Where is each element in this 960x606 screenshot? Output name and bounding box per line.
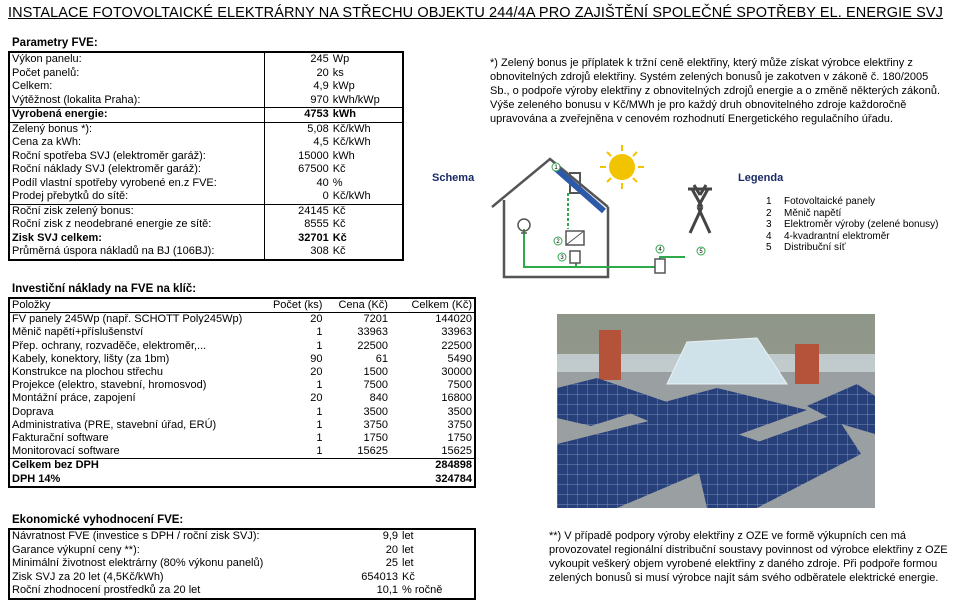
investment-row bbox=[10, 313, 474, 327]
marker-5 bbox=[697, 247, 705, 255]
economics-label: Návratnost FVE (investice s DPH / roční zisk SVJ): bbox=[12, 530, 260, 542]
param-label: Výkon panelu: bbox=[10, 53, 264, 67]
investment-total-value: 284898 bbox=[390, 459, 474, 473]
investment-cell: 1750 bbox=[363, 432, 388, 445]
investment-cell: Monitorovací software bbox=[12, 445, 120, 458]
investment-total-row bbox=[10, 459, 474, 473]
legend-text: Měnič napětí bbox=[784, 207, 842, 219]
investment-cell: 1 bbox=[316, 405, 323, 418]
economics-row bbox=[10, 557, 470, 571]
economics-unit: let bbox=[402, 543, 414, 556]
sun-icon bbox=[600, 145, 644, 189]
param-label: Prodej přebytků do sítě: bbox=[10, 190, 264, 204]
param-unit: kWh bbox=[332, 149, 355, 162]
investment-cell: 7500 bbox=[363, 379, 388, 392]
investment-cell: 3500 bbox=[447, 405, 472, 418]
legend-item bbox=[766, 208, 939, 220]
legend-text: Distribuční síť bbox=[784, 242, 846, 253]
param-label: Podíl vlastní spotřeby vyrobené en.z FVE: bbox=[10, 177, 264, 191]
param-unit: Kč/kWh bbox=[331, 122, 402, 136]
param-label: Cena za kWh: bbox=[10, 136, 264, 150]
investment-cell: Kabely, konektory, lišty (za 1bm) bbox=[12, 352, 170, 365]
investment-row bbox=[10, 340, 474, 353]
investment-cell: 20 bbox=[310, 366, 323, 379]
param-unit: kWh/kWp bbox=[332, 93, 380, 106]
economics-table bbox=[10, 530, 470, 598]
investment-row bbox=[10, 326, 474, 339]
investment-column-header: Cena (Kč) bbox=[324, 299, 390, 313]
params-row bbox=[10, 245, 402, 259]
param-unit: ks bbox=[332, 66, 344, 79]
economics-value: 25 bbox=[385, 557, 398, 569]
legend-number: 2 bbox=[766, 207, 772, 219]
economics-heading: Ekonomické vyhodnocení FVE: bbox=[12, 514, 184, 526]
params-row bbox=[10, 204, 402, 218]
production-meter bbox=[570, 251, 580, 263]
investment-row bbox=[10, 445, 474, 459]
investment-cell: Montážní práce, zapojení bbox=[12, 392, 136, 405]
param-unit: kWh bbox=[331, 108, 402, 123]
schema-label: Schema bbox=[432, 172, 475, 184]
param-label: Roční spotřeba SVJ (elektroměr garáž): bbox=[10, 150, 264, 164]
legend-item bbox=[766, 196, 939, 208]
investment-row bbox=[10, 366, 474, 379]
investment-cell: Doprava bbox=[12, 405, 54, 418]
investment-cell: Administrativa (PRE, stavební úřad, ERÚ) bbox=[12, 418, 217, 431]
param-value: 20 bbox=[316, 66, 329, 79]
legend-list bbox=[766, 196, 939, 254]
investment-row bbox=[10, 406, 474, 419]
page-title: INSTALACE FOTOVOLTAICKÉ ELEKTRÁRNY NA STŘECHU OBJEKTU 244/4A PRO ZAJIŠTĚNÍ SPOLEČNÉ SPOTŘEBY EL. ENERGIE SVJ bbox=[8, 5, 944, 21]
param-label: Výtěžnost (lokalita Praha): bbox=[10, 94, 264, 108]
investment-cell: 1 bbox=[316, 379, 323, 392]
param-label: Průměrná úspora nákladů na BJ (106BJ): bbox=[10, 245, 264, 259]
investment-cell: 1 bbox=[316, 418, 323, 431]
param-label: Vyrobená energie: bbox=[10, 108, 264, 123]
marker-2 bbox=[554, 237, 562, 245]
legend-item bbox=[766, 231, 939, 243]
params-table bbox=[10, 53, 402, 259]
param-label: Zisk SVJ celkem: bbox=[10, 232, 264, 246]
investment-cell: 840 bbox=[369, 392, 388, 405]
param-unit: Kč bbox=[332, 218, 346, 230]
legend-number: 1 bbox=[766, 196, 772, 207]
investment-cell: 30000 bbox=[441, 366, 472, 379]
investment-cell: 33963 bbox=[357, 326, 388, 339]
params-table-box bbox=[8, 51, 404, 261]
param-unit: Kč bbox=[332, 245, 346, 257]
investment-row bbox=[10, 392, 474, 405]
marker-3 bbox=[558, 253, 566, 261]
investment-column-header: Celkem (Kč) bbox=[390, 299, 474, 313]
legend-text: Elektroměr výroby (zelené bonusy) bbox=[784, 219, 939, 230]
investment-cell: 15625 bbox=[441, 445, 472, 458]
investment-cell: 1 bbox=[316, 326, 323, 339]
param-unit: kWp bbox=[332, 80, 355, 92]
svg-text:2: 2 bbox=[556, 239, 560, 245]
pv-schema-diagram bbox=[480, 145, 740, 295]
economics-label: Zisk SVJ za 20 let (4,5Kč/kWh) bbox=[12, 570, 164, 583]
param-value: 5,08 bbox=[264, 122, 330, 136]
investment-row bbox=[10, 432, 474, 445]
investment-cell: 1 bbox=[316, 445, 323, 458]
feed-in-tariff-note: **) V případě podpory výroby elektřiny z OZE ve formě výkupních cen má provozovatel regionální distribuční soustavy povinnost od výrobce elektřiny z OZE vykoupit veškerý objem vyrobené elektřiny z daného zdroje. Při podpoře formou zelených bonusů si musí výrobce najít sám svého odběratele elektrické energie. bbox=[549, 530, 948, 584]
economics-value: 9,9 bbox=[382, 530, 398, 542]
param-unit: Kč/kWh bbox=[332, 190, 371, 202]
legend-number: 3 bbox=[766, 219, 772, 230]
economics-row bbox=[10, 544, 470, 558]
investment-total-label: Celkem bez DPH bbox=[10, 459, 271, 473]
economics-table-box bbox=[8, 528, 476, 600]
param-value: 0 bbox=[322, 190, 329, 202]
investment-row bbox=[10, 379, 474, 392]
empty-cell bbox=[271, 459, 325, 473]
economics-unit: let bbox=[402, 530, 414, 542]
param-unit: Kč bbox=[332, 231, 347, 244]
pylon-icon bbox=[688, 185, 712, 233]
svg-text:5: 5 bbox=[699, 249, 703, 255]
param-label: Zelený bonus *): bbox=[10, 122, 264, 136]
empty-cell bbox=[271, 473, 325, 486]
param-value: 15000 bbox=[298, 149, 329, 162]
investment-cell: 1 bbox=[316, 339, 323, 352]
investment-cell: 20 bbox=[310, 313, 323, 326]
param-label: Počet panelů: bbox=[10, 67, 264, 81]
investment-cell: 7500 bbox=[447, 379, 472, 392]
investment-cell: Měnič napětí+příslušenství bbox=[12, 326, 144, 339]
empty-cell bbox=[324, 459, 390, 473]
investment-cell: 90 bbox=[310, 352, 323, 365]
param-value: 308 bbox=[310, 245, 329, 257]
investment-column-header: Počet (ks) bbox=[271, 299, 325, 313]
investment-cell: 1 bbox=[316, 432, 323, 445]
investment-table bbox=[10, 299, 474, 486]
investment-cell: 3500 bbox=[363, 405, 388, 418]
marker-4 bbox=[656, 245, 664, 253]
param-unit: Kč/kWh bbox=[332, 136, 371, 148]
param-value: 4,9 bbox=[313, 80, 329, 92]
params-row bbox=[10, 150, 402, 164]
params-row bbox=[10, 177, 402, 191]
investment-total-value: 324784 bbox=[435, 472, 472, 485]
investment-cell: 15625 bbox=[357, 445, 388, 458]
investment-row bbox=[10, 353, 474, 366]
investment-cell: 61 bbox=[375, 352, 388, 365]
params-row bbox=[10, 163, 402, 177]
param-label: Roční náklady SVJ (elektroměr garáž): bbox=[10, 163, 264, 177]
investment-cell: 144020 bbox=[435, 313, 472, 326]
param-value: 32701 bbox=[298, 231, 329, 244]
params-row bbox=[10, 190, 402, 204]
economics-row bbox=[10, 584, 470, 598]
investment-cell: 7201 bbox=[363, 313, 388, 326]
investment-cell: 22500 bbox=[357, 339, 388, 352]
economics-label: Minimální životnost elektrárny (80% výkonu panelů) bbox=[12, 557, 264, 569]
param-unit: % bbox=[332, 176, 343, 189]
param-value: 24145 bbox=[264, 204, 330, 218]
economics-row bbox=[10, 571, 470, 585]
green-bonus-note: *) Zelený bonus je příplatek k tržní ceně elektřiny, který může získat výrobce elektřiny z obnovitelných zdrojů elektřiny. Systém zelených bonusů je zakotven v zákoně č. 180/2005 Sb., o podpoře výroby elektřiny z obnovitelných zdrojů energie a o změně některých zákonů. Výše zeleného bonusu v Kč/MWh je pro každý druh obnovitelného zdroje každoročně upravována a zveřejněna v cenovém rozhodnutí Energetického regulačního úřadu. bbox=[490, 57, 941, 125]
param-value: 970 bbox=[310, 93, 329, 106]
economics-value: 20 bbox=[385, 543, 398, 556]
param-value: 8555 bbox=[304, 218, 329, 230]
params-row bbox=[10, 67, 402, 81]
economics-unit: let bbox=[402, 557, 414, 569]
economics-value: 654013 bbox=[361, 570, 398, 583]
param-label: Celkem: bbox=[10, 80, 264, 94]
rooftop-photo bbox=[557, 314, 875, 508]
param-unit: Wp bbox=[332, 53, 350, 65]
params-row bbox=[10, 53, 402, 67]
economics-label: Roční zhodnocení prostředků za 20 let bbox=[12, 584, 201, 596]
legend-text: Fotovoltaické panely bbox=[784, 196, 876, 207]
empty-cell bbox=[324, 473, 390, 486]
investment-cell: 16800 bbox=[441, 392, 472, 405]
legend-item bbox=[766, 242, 939, 254]
investment-cell: 20 bbox=[310, 392, 323, 405]
param-unit: Kč bbox=[331, 204, 402, 218]
investment-cell: Fakturační software bbox=[12, 432, 109, 445]
param-value: 67500 bbox=[298, 163, 329, 175]
bulb-icon bbox=[518, 219, 530, 233]
investment-cell: 3750 bbox=[447, 418, 472, 431]
economics-unit: Kč bbox=[402, 570, 415, 583]
investment-table-box bbox=[8, 297, 476, 488]
param-unit: Kč bbox=[332, 163, 346, 175]
investment-cell: 5490 bbox=[447, 352, 472, 365]
economics-value: 10,1 bbox=[376, 584, 398, 596]
marker-1 bbox=[552, 163, 560, 171]
params-heading: Parametry FVE: bbox=[12, 37, 98, 49]
legend-text: 4-kvadrantní elektroměr bbox=[784, 230, 890, 242]
param-value: 245 bbox=[310, 53, 329, 65]
svg-text:4: 4 bbox=[658, 247, 662, 253]
economics-label: Garance výkupní ceny **): bbox=[12, 543, 140, 556]
param-value: 4753 bbox=[264, 108, 330, 123]
params-row bbox=[10, 136, 402, 150]
params-row bbox=[10, 80, 402, 94]
investment-header-row bbox=[10, 299, 474, 313]
legend-title: Legenda bbox=[738, 172, 784, 184]
legend-number: 4 bbox=[766, 230, 772, 242]
economics-unit: % ročně bbox=[402, 584, 443, 596]
investment-row bbox=[10, 419, 474, 432]
investment-cell: FV panely 245Wp (např. SCHOTT Poly245Wp) bbox=[12, 313, 243, 326]
investment-total-label: DPH 14% bbox=[12, 472, 61, 485]
investment-cell: 1750 bbox=[447, 432, 472, 445]
investment-cell: Přep. ochrany, rozvaděče, elektroměr,... bbox=[12, 339, 207, 352]
investment-cell: 1500 bbox=[363, 366, 388, 379]
param-label: Roční zisk zelený bonus: bbox=[10, 204, 264, 218]
legend-number: 5 bbox=[766, 242, 772, 253]
params-row bbox=[10, 232, 402, 246]
economics-row bbox=[10, 530, 470, 544]
params-row bbox=[10, 122, 402, 136]
params-row bbox=[10, 94, 402, 108]
param-label: Roční zisk z neodebrané energie ze sítě: bbox=[10, 218, 264, 232]
wire-grid bbox=[576, 257, 685, 267]
bidirectional-meter bbox=[655, 259, 665, 273]
investment-cell: Projekce (elektro, stavební, hromosvod) bbox=[12, 379, 207, 392]
investment-heading: Investiční náklady na FVE na klíč: bbox=[12, 283, 197, 295]
investment-cell: Konstrukce na plochou střechu bbox=[12, 366, 164, 379]
svg-text:3: 3 bbox=[560, 255, 564, 261]
params-row bbox=[10, 108, 402, 123]
param-value: 40 bbox=[316, 176, 329, 189]
param-value: 4,5 bbox=[313, 136, 329, 148]
brick-chimney-right bbox=[795, 344, 819, 384]
investment-total-row bbox=[10, 473, 474, 486]
params-row bbox=[10, 218, 402, 232]
investment-cell: 3750 bbox=[363, 418, 388, 431]
brick-chimney-left bbox=[599, 330, 621, 380]
legend-item bbox=[766, 219, 939, 231]
investment-cell: 22500 bbox=[441, 339, 472, 352]
investment-cell: 33963 bbox=[441, 326, 472, 339]
investment-column-header: Položky bbox=[10, 299, 271, 313]
svg-text:1: 1 bbox=[554, 165, 558, 171]
